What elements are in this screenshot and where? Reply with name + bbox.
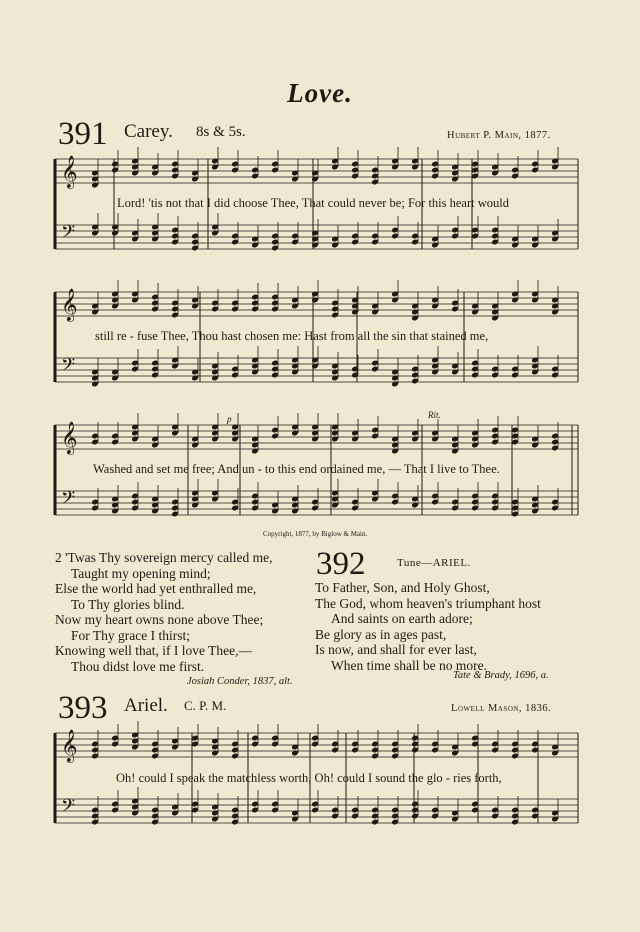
verse-line: 2 'Twas Thy sovereign mercy called me, xyxy=(55,550,273,565)
verse-line: And saints on earth adore; xyxy=(331,611,473,626)
verse-line: To Father, Son, and Holy Ghost, xyxy=(315,580,490,595)
verse-line: Else the world had yet enthralled me, xyxy=(55,581,257,596)
verse-line: When time shall be no more. xyxy=(331,657,487,673)
copyright: Copyright, 1877, by Biglow & Main. xyxy=(263,530,368,538)
hymn-392-verse xyxy=(315,580,541,673)
verse-line: For Thy grace I thirst; xyxy=(71,627,190,643)
verse-line: Thou didst love me first. xyxy=(71,658,205,674)
hymn-392-attribution: Tate & Brady, 1696, a. xyxy=(453,670,549,681)
verse-line: To Thy glories blind. xyxy=(71,596,185,612)
verse-line: The God, whom heaven's triumphant host xyxy=(315,595,541,611)
verse-line: Is now, and shall for ever last, xyxy=(315,642,477,657)
rit-mark: Rit. xyxy=(428,410,441,420)
hymn-391-verse-2 xyxy=(55,550,273,674)
hymn-392-number: 392 xyxy=(316,546,366,582)
hymn-393-lyrics-line-1: Oh! could I speak the matchless worth, Oh! could I sound the glo - ries forth, xyxy=(116,771,502,785)
system-2-treble-clef: 𝄞 xyxy=(61,288,78,321)
hymn-391-tune: Carey. xyxy=(124,121,173,142)
verse-line: Be glory as in ages past, xyxy=(315,626,447,642)
system-1-treble-clef: 𝄞 xyxy=(61,155,78,188)
hymn-393-tune: Ariel. xyxy=(124,695,168,716)
system-1-bass-clef: 𝄢 xyxy=(61,222,76,247)
hymn-391-lyrics-line-3: Washed and set me free; And un - to this end ordained me, — That I live to Thee. xyxy=(93,462,500,476)
system-3-bass-clef: 𝄢 xyxy=(61,488,76,513)
hymn-391-meter: 8s & 5s. xyxy=(196,124,246,140)
hymn-391-attribution: Josiah Conder, 1837, alt. xyxy=(187,676,293,687)
dynamic-mark: p xyxy=(227,414,232,424)
hymn-393-composer: Lowell Mason, 1836. xyxy=(451,703,552,714)
hymn-393-meter: C. P. M. xyxy=(184,698,227,713)
hymn-391-composer: Hubert P. Main, 1877. xyxy=(447,130,551,141)
system-3-treble-clef: 𝄞 xyxy=(61,421,78,454)
verse-line: Taught my opening mind; xyxy=(71,565,211,581)
section-title: Love. xyxy=(287,78,353,108)
hymn-391-lyrics-line-1: Lord! 'tis not that I did choose Thee, That could never be; For this heart would xyxy=(117,196,509,210)
verse-line: Knowing well that, if I love Thee,— xyxy=(55,643,252,658)
hymn-393-number: 393 xyxy=(58,690,108,726)
system-4-treble-clef: 𝄞 xyxy=(61,729,78,762)
system-2-bass-clef: 𝄢 xyxy=(61,355,76,380)
verse-line: Now my heart owns none above Thee; xyxy=(55,612,264,627)
hymn-392-tune: Tune—ARIEL. xyxy=(397,557,471,569)
system-4-bass-clef: 𝄢 xyxy=(61,796,76,821)
hymn-391-lyrics-line-2: still re - fuse Thee, Thou hast chosen me: Hast from all the sin that stained me, xyxy=(95,329,489,343)
hymn-391-number: 391 xyxy=(58,116,108,152)
